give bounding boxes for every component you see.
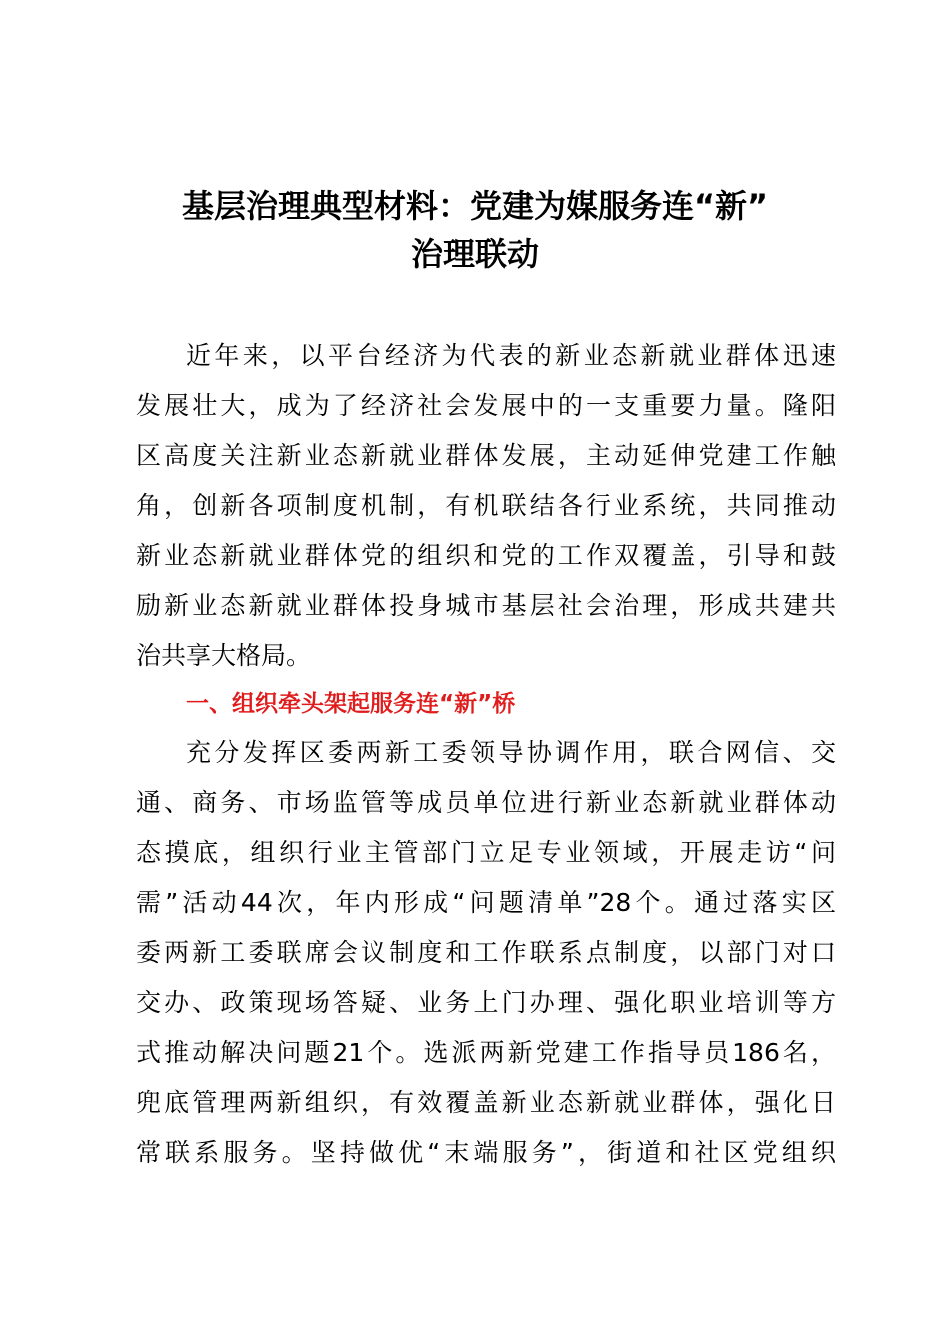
paragraph-1-line-3: 区高度关注新业态新就业群体发展，主动延伸党建工作触 — [136, 441, 836, 470]
paragraph-2-line-3: 态摸底，组织行业主管部门立足专业领域，开展走访“问 — [136, 838, 836, 867]
paragraph-1-line-4: 角，创新各项制度机制，有机联结各行业系统，共同推动 — [136, 491, 836, 520]
paragraph-2-line-1: 充分发挥区委两新工委领导协调作用，联合网信、交 — [186, 738, 836, 767]
paragraph-1-line-7: 治共享大格局。 — [136, 641, 312, 670]
paragraph-2-line-2: 通、商务、市场监管等成员单位进行新业态新就业群体动 — [136, 788, 836, 817]
paragraph-2-line-7: 式推动解决问题21个。选派两新党建工作指导员186名， — [136, 1038, 836, 1067]
paragraph-2-line-4: 需”活动44次，年内形成“问题清单”28个。通过落实区 — [136, 888, 836, 917]
document-title-line-2: 治理联动 — [410, 235, 539, 273]
section-1-heading: 一、组织牵头架起服务连“新”桥 — [186, 691, 516, 717]
paragraph-1-line-1: 近年来，以平台经济为代表的新业态新就业群体迅速 — [186, 341, 836, 370]
paragraph-2-line-6: 交办、政策现场答疑、业务上门办理、强化职业培训等方 — [136, 988, 836, 1017]
paragraph-2-line-9: 常联系服务。坚持做优“末端服务”，街道和社区党组织 — [136, 1138, 836, 1167]
paragraph-1-line-2: 发展壮大，成为了经济社会发展中的一支重要力量。隆阳 — [136, 391, 836, 420]
paragraph-1-line-6: 励新业态新就业群体投身城市基层社会治理，形成共建共 — [136, 591, 836, 620]
paragraph-2-line-5: 委两新工委联席会议制度和工作联系点制度，以部门对口 — [136, 938, 836, 967]
paragraph-1-line-5: 新业态新就业群体党的组织和党的工作双覆盖，引导和鼓 — [136, 541, 836, 570]
paragraph-2-line-8: 兜底管理两新组织，有效覆盖新业态新就业群体，强化日 — [136, 1088, 836, 1117]
document-title-line-1: 基层治理典型材料：党建为媒服务连“新” — [181, 187, 769, 225]
